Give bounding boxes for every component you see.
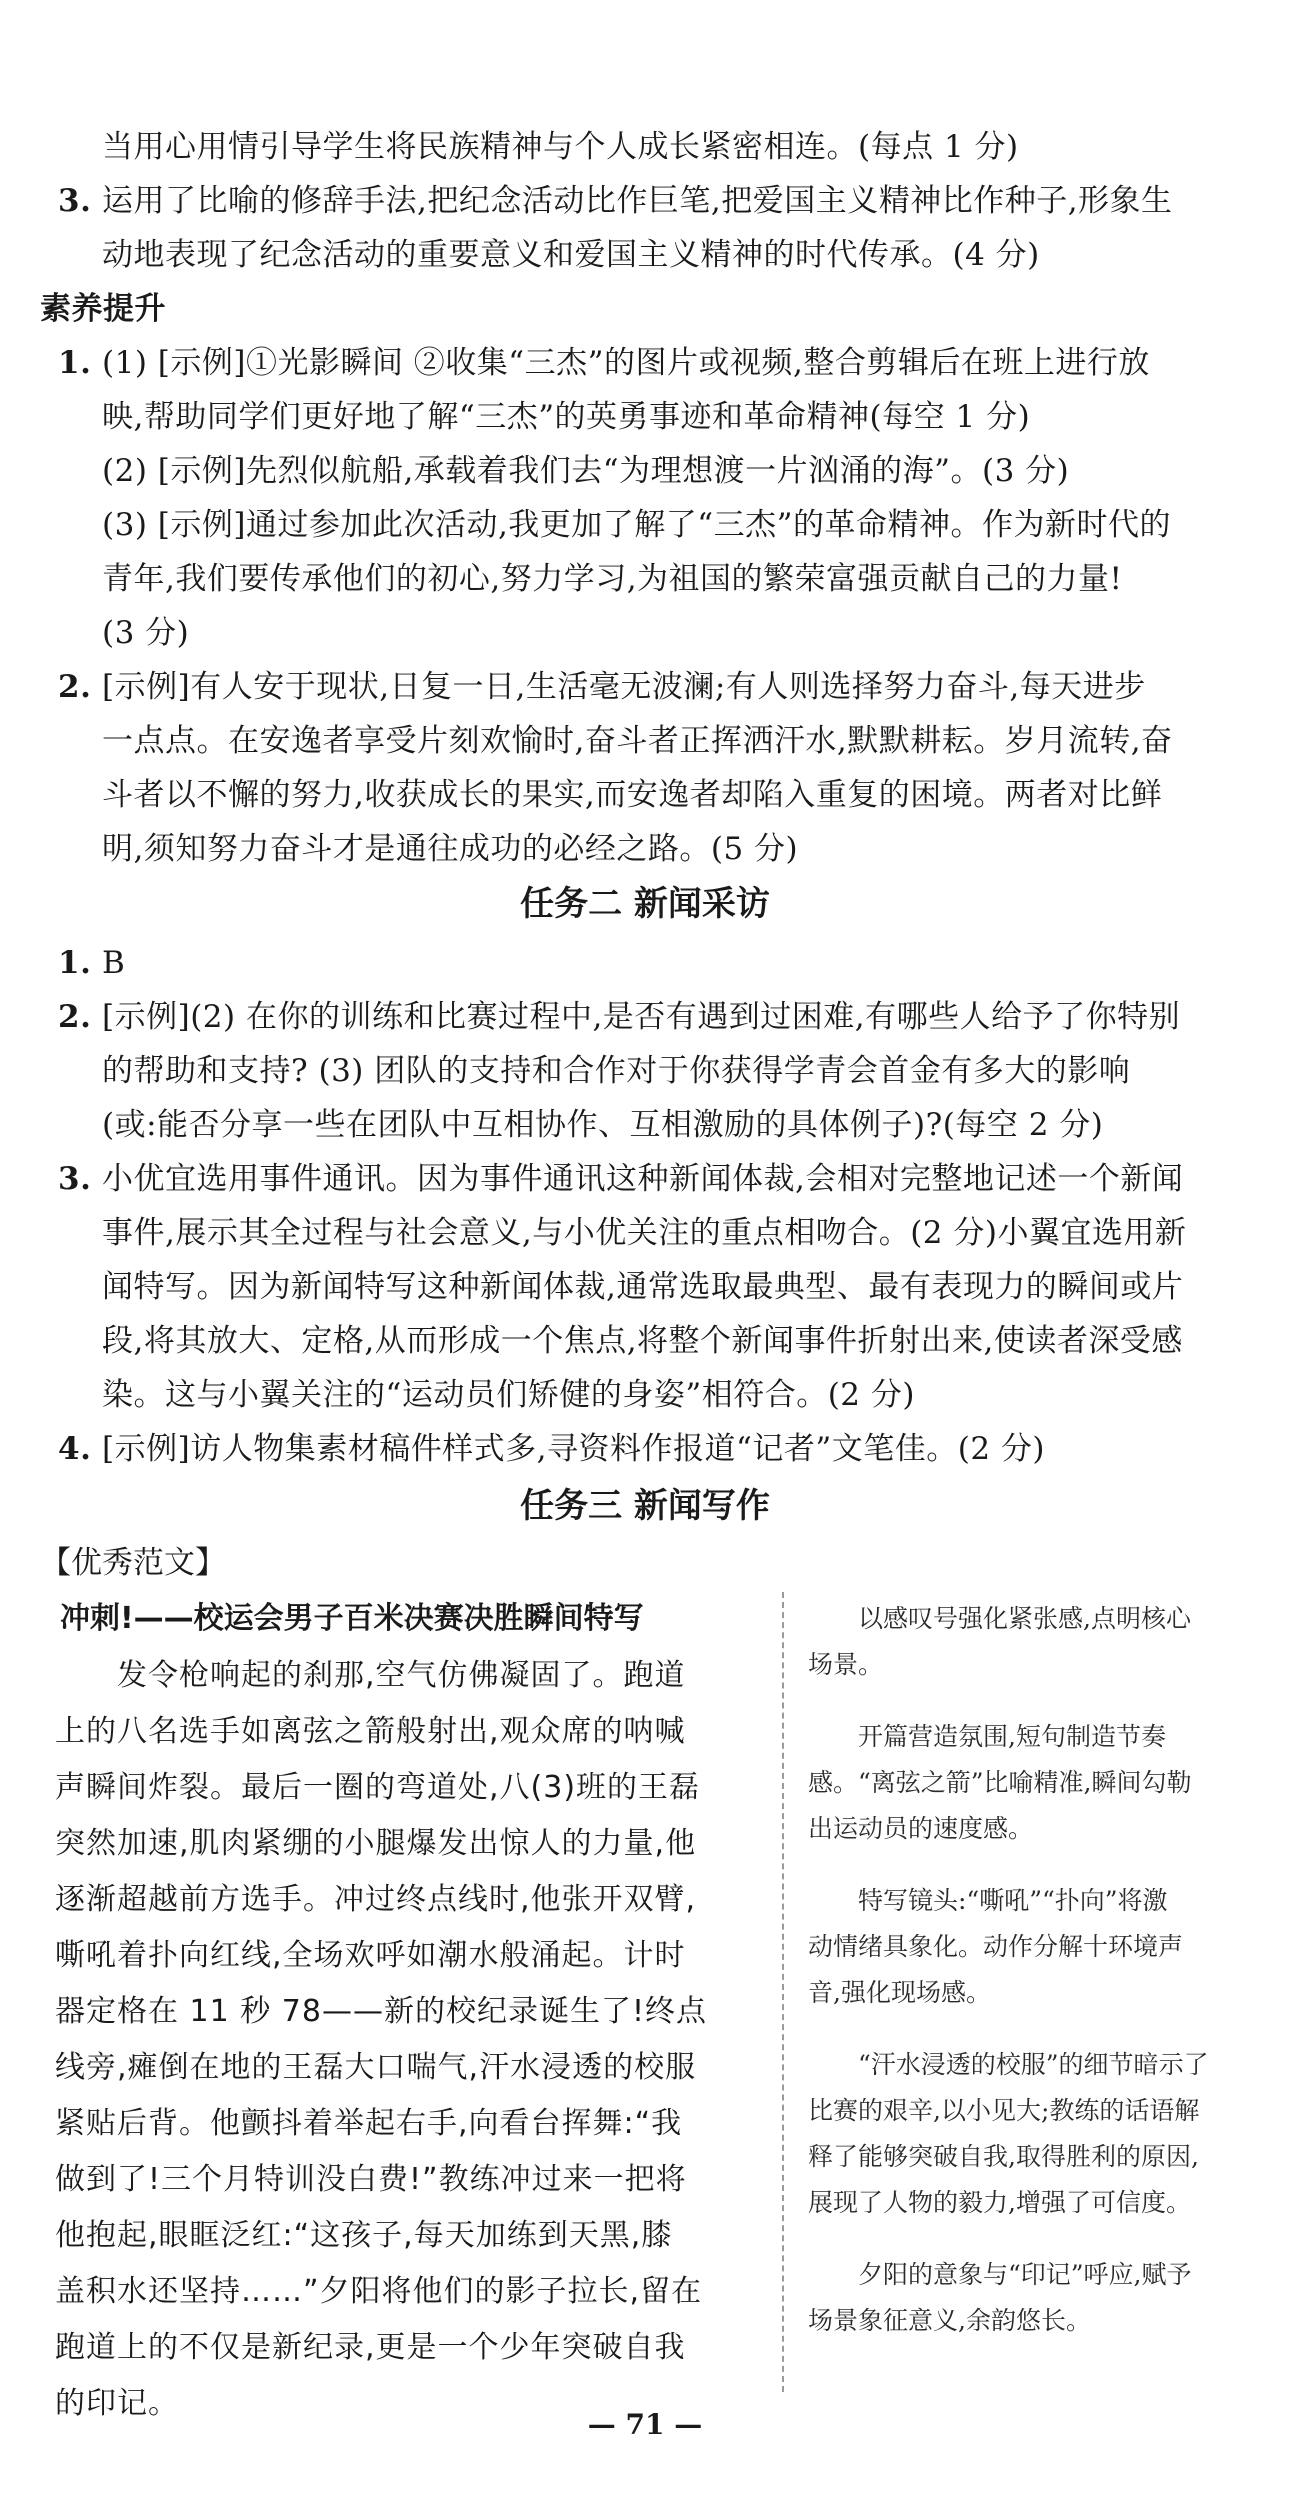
answer-3-line2: 动地表现了纪念活动的重要意义和爱国主义精神的时代传承。(4 分) — [102, 237, 1040, 273]
essay-line: 上的八名选手如离弦之箭般射出,观众席的呐喊 — [55, 1714, 686, 1749]
suyang-answer-1-line6: (3 分) — [102, 615, 190, 651]
annotation-line: 夕阳的意象与“印记”呼应,赋予 — [858, 2260, 1192, 2289]
task2-answer-2-line2: 的帮助和支持? (3) 团队的支持和合作对于你获得学青会首金有多大的影响 — [102, 1053, 1131, 1089]
answer-text: [示例]访人物集素材稿件样式多,寻资料作报道“记者”文笔佳。(2 分) — [102, 1431, 1046, 1467]
suyang-answer-2-line4: 明,须知努力奋斗才是通往成功的必经之路。(5 分) — [102, 831, 799, 867]
column-divider — [782, 1592, 784, 2392]
annotation-line: 场景。 — [808, 1650, 884, 1679]
annotation-line: 比赛的艰辛,以小见大;教练的话语解 — [808, 2096, 1200, 2125]
annotation-note — [808, 1714, 1258, 1852]
annotation-line: 开篇营造氛围,短句制造节奏 — [858, 1722, 1166, 1751]
suyang-answer-1-line5: 青年,我们要传承他们的初心,努力学习,为祖国的繁荣富强贡献自己的力量! — [102, 561, 1123, 597]
task2-answer-3-line4: 段,将其放大、定格,从而形成一个焦点,将整个新闻事件折射出来,使读者深受感 — [102, 1323, 1183, 1359]
essay-line: 跑道上的不仅是新纪录,更是一个少年突破自我 — [55, 2330, 686, 2365]
annotation-note — [808, 2252, 1258, 2344]
page-number: — 71 — — [587, 2408, 703, 2441]
essay-annotations — [808, 1596, 1258, 2344]
sample-essay-label: 【优秀范文】 — [40, 1545, 226, 1581]
prev-answer-continuation: 当用心用情引导学生将民族精神与个人成长紧密相连。(每点 1 分) — [102, 129, 1019, 165]
annotation-line: 音,强化现场感。 — [808, 1978, 991, 2007]
annotation-line: 以感叹号强化紧张感,点明核心 — [858, 1604, 1191, 1633]
annotation-note — [808, 1596, 1258, 1688]
answer-number: 1. — [58, 945, 92, 981]
task2-answer-4 — [58, 1422, 1248, 1476]
essay-line: 的印记。 — [55, 2386, 179, 2421]
suyang-answer-2-line2: 一点点。在安逸者享受片刻欢愉时,奋斗者正挥洒汗水,默默耕耘。岁月流转,奋 — [102, 723, 1173, 759]
annotation-line: 展现了人物的毅力,增强了可信度。 — [808, 2188, 1191, 2217]
answer-text: B — [102, 945, 126, 981]
annotation-line: 场景象征意义,余韵悠长。 — [808, 2306, 1091, 2335]
task2-answer-2-line3: (或:能否分享一些在团队中互相协作、互相激励的具体例子)?(每空 2 分) — [102, 1107, 1104, 1143]
answer-text: (1) [示例]①光影瞬间 ②收集“三杰”的图片或视频,整合剪辑后在班上进行放 — [102, 345, 1150, 381]
annotation-line: 释了能够突破自我,取得胜利的原因, — [808, 2142, 1199, 2171]
essay-line: 嘶吼着扑向红线,全场欢呼如潮水般涌起。计时 — [55, 1938, 686, 1973]
suyang-answer-1-line3: (2) [示例]先烈似航船,承载着我们去“为理想渡一片汹涌的海”。(3 分) — [102, 453, 1070, 489]
essay-line: 线旁,瘫倒在地的王磊大口喘气,汗水浸透的校服 — [55, 2050, 697, 2085]
section-heading: 素养提升 — [40, 291, 166, 327]
answer-number: 3. — [58, 1161, 92, 1197]
task2-answer-3-line2: 事件,展示其全过程与社会意义,与小优关注的重点相吻合。(2 分)小翼宜选用新 — [102, 1215, 1187, 1251]
annotation-note — [808, 1878, 1258, 2016]
essay-line: 盖积水还坚持……”夕阳将他们的影子拉长,留在 — [55, 2274, 703, 2309]
suyang-answer-2-line3: 斗者以不懈的努力,收获成长的果实,而安逸者却陷入重复的困境。两者对比鲜 — [102, 777, 1163, 813]
task2-title: 任务二 新闻采访 — [520, 884, 770, 924]
task2-answer-2 — [58, 990, 1248, 1044]
essay-line: 做到了!三个月特训没白费!”教练冲过来一把将 — [55, 2162, 687, 2197]
essay-line: 发令枪响起的刹那,空气仿佛凝固了。跑道 — [117, 1658, 686, 1693]
essay-body — [55, 1648, 755, 2432]
essay-line: 逐渐超越前方选手。冲过终点线时,他张开双臂, — [55, 1882, 697, 1917]
task2-answer-3-line5: 染。这与小翼关注的“运动员们矫健的身姿”相符合。(2 分) — [102, 1377, 915, 1413]
answer-text: 运用了比喻的修辞手法,把纪念活动比作巨笔,把爱国主义精神比作种子,形象生 — [102, 183, 1173, 219]
essay-title: 冲刺!——校运会男子百米决赛决胜瞬间特写 — [60, 1601, 644, 1636]
suyang-answer-1 — [58, 336, 1248, 390]
annotation-line: 特写镜头:“嘶吼”“扑向”将激 — [858, 1886, 1168, 1915]
annotation-line: 动情绪具象化。动作分解十环境声 — [808, 1932, 1184, 1961]
suyang-answer-2 — [58, 660, 1248, 714]
answer-text: [示例](2) 在你的训练和比赛过程中,是否有遇到过困难,有哪些人给予了你特别 — [102, 999, 1181, 1035]
answer-number: 2. — [58, 669, 92, 705]
answer-text: 小优宜选用事件通讯。因为事件通讯这种新闻体裁,会相对完整地记述一个新闻 — [102, 1161, 1184, 1197]
task2-answer-3 — [58, 1152, 1248, 1206]
answer-3 — [58, 174, 1248, 228]
task2-answer-3-line3: 闻特写。因为新闻特写这种新闻体裁,通常选取最典型、最有表现力的瞬间或片 — [102, 1269, 1184, 1305]
essay-line: 他抱起,眼眶泛红:“这孩子,每天加练到天黑,膝 — [55, 2218, 673, 2253]
answer-number: 3. — [58, 183, 92, 219]
answer-text: [示例]有人安于现状,日复一日,生活毫无波澜;有人则选择努力奋斗,每天进步 — [102, 669, 1146, 705]
task2-answer-1 — [58, 936, 1248, 990]
essay-line: 突然加速,肌肉紧绷的小腿爆发出惊人的力量,他 — [55, 1826, 697, 1861]
essay-line: 器定格在 11 秒 78——新的校纪录诞生了!终点 — [55, 1994, 707, 2029]
annotation-line: 出运动员的速度感。 — [808, 1814, 1034, 1843]
suyang-answer-1-line2: 映,帮助同学们更好地了解“三杰”的英勇事迹和革命精神(每空 1 分) — [102, 399, 1031, 435]
answer-number: 2. — [58, 999, 92, 1035]
answer-number: 1. — [58, 345, 92, 381]
suyang-answer-1-line4: (3) [示例]通过参加此次活动,我更加了解了“三杰”的革命精神。作为新时代的 — [102, 507, 1172, 543]
annotation-line: 感。“离弦之箭”比喻精准,瞬间勾勒 — [808, 1768, 1192, 1797]
annotation-note — [808, 2042, 1258, 2226]
task3-title: 任务三 新闻写作 — [520, 1486, 770, 1526]
annotation-line: “汗水浸透的校服”的细节暗示了 — [858, 2050, 1209, 2079]
answer-number: 4. — [58, 1431, 92, 1467]
essay-line: 紧贴后背。他颤抖着举起右手,向看台挥舞:“我 — [55, 2106, 683, 2141]
essay-line: 声瞬间炸裂。最后一圈的弯道处,八(3)班的王磊 — [55, 1770, 701, 1805]
